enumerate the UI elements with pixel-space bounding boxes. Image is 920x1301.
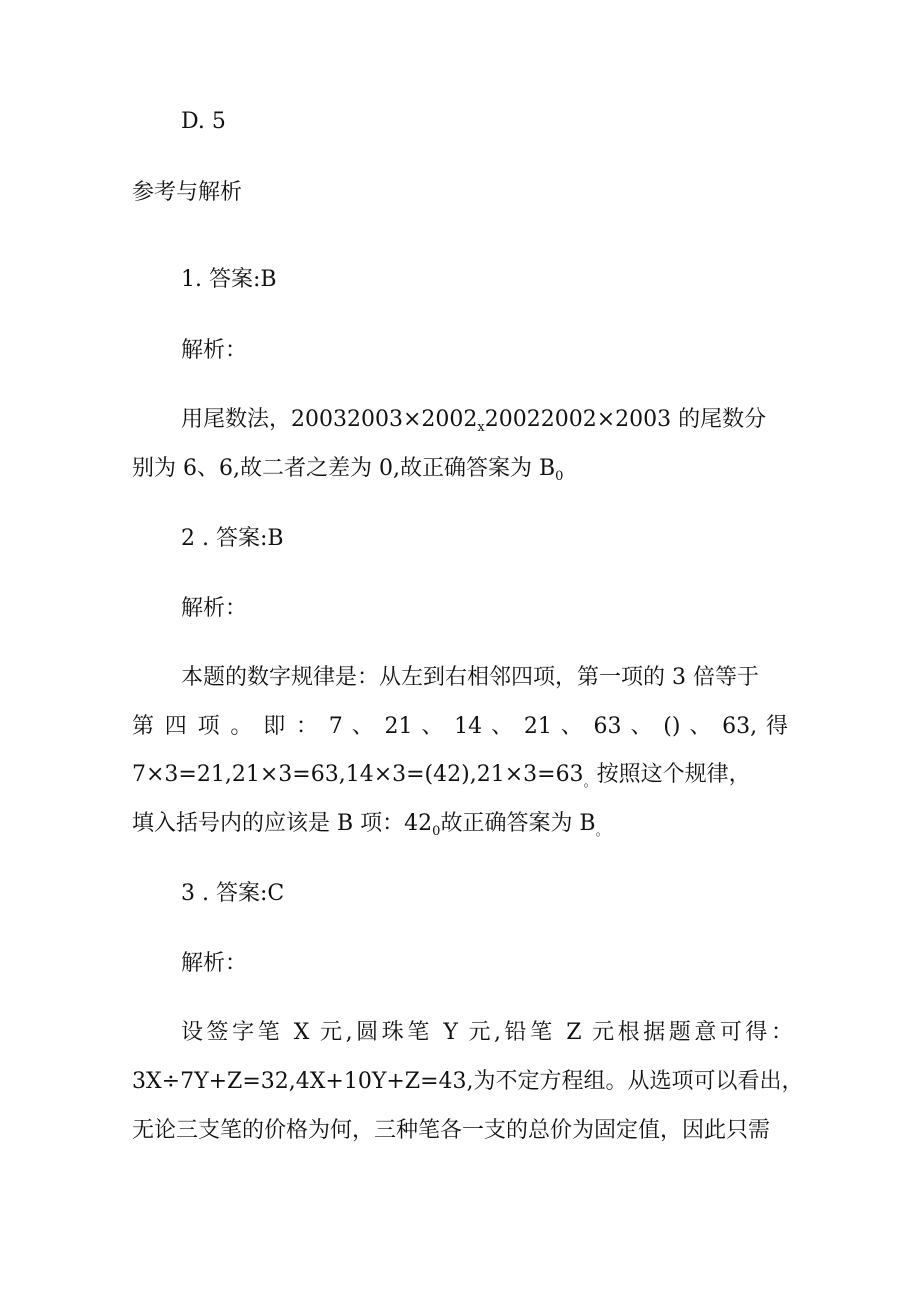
text-segment: 别为 6、6,故二者之差为 0,故正确答案为 B: [132, 456, 556, 481]
answer-2-text-line-1: 本题的数字规律是：从左到右相邻四项，第一项的 3 倍等于: [181, 665, 759, 690]
answer-3-text-line-1: 设签字笔 X 元,圆珠笔 Y 元,铅笔 Z 元根据题意可得：: [181, 1020, 793, 1045]
answer-3-analysis-label: 解析：: [181, 951, 248, 976]
text-segment: 7×3=21,21×3=63,14×3=(42),21×3=63: [132, 762, 584, 787]
answer-1-heading: 1. 答案:B: [181, 267, 277, 292]
text-segment: 填入括号内的应该是 B 项：42: [132, 811, 433, 836]
answer-2-text-line-3: [132, 760, 802, 790]
option-d: D. 5: [181, 109, 226, 134]
answer-3-heading: 3 . 答案:C: [181, 881, 285, 906]
section-title: 参考与解析: [132, 180, 243, 205]
subscript: 0: [432, 824, 441, 839]
answer-2-text-line-4: [132, 809, 802, 839]
answer-1-text-line-1: [181, 405, 851, 435]
answer-1-text-line-2: [132, 454, 802, 484]
subscript: 。: [595, 824, 609, 839]
answer-1-analysis-label: 解析：: [181, 338, 248, 363]
text-segment: 按照这个规律，: [596, 762, 751, 787]
subscript: 。: [583, 775, 597, 790]
answer-2-heading: 2 . 答案:B: [181, 526, 284, 551]
answer-2-text-line-2: 第 四 项 。 即 ： 7 、 21 、 14 、 21 、 63 、 () 、 63, 得: [132, 714, 788, 739]
text-segment: 用尾数法，20032003×2002: [181, 407, 478, 432]
text-segment: 20022002×2003 的尾数分: [484, 407, 767, 432]
text-segment: 故正确答案为 B: [440, 811, 596, 836]
answer-3-text-line-2: 3X÷7Y+Z=32,4X+10Y+Z=43,为不定方程组。从选项可以看出，: [132, 1069, 804, 1094]
answer-3-text-line-3: 无论三支笔的价格为何，三种笔各一支的总价为固定值，因此只需: [132, 1118, 771, 1143]
answer-2-analysis-label: 解析：: [181, 596, 248, 621]
subscript: 0: [555, 469, 564, 484]
subscript: x: [477, 420, 485, 435]
